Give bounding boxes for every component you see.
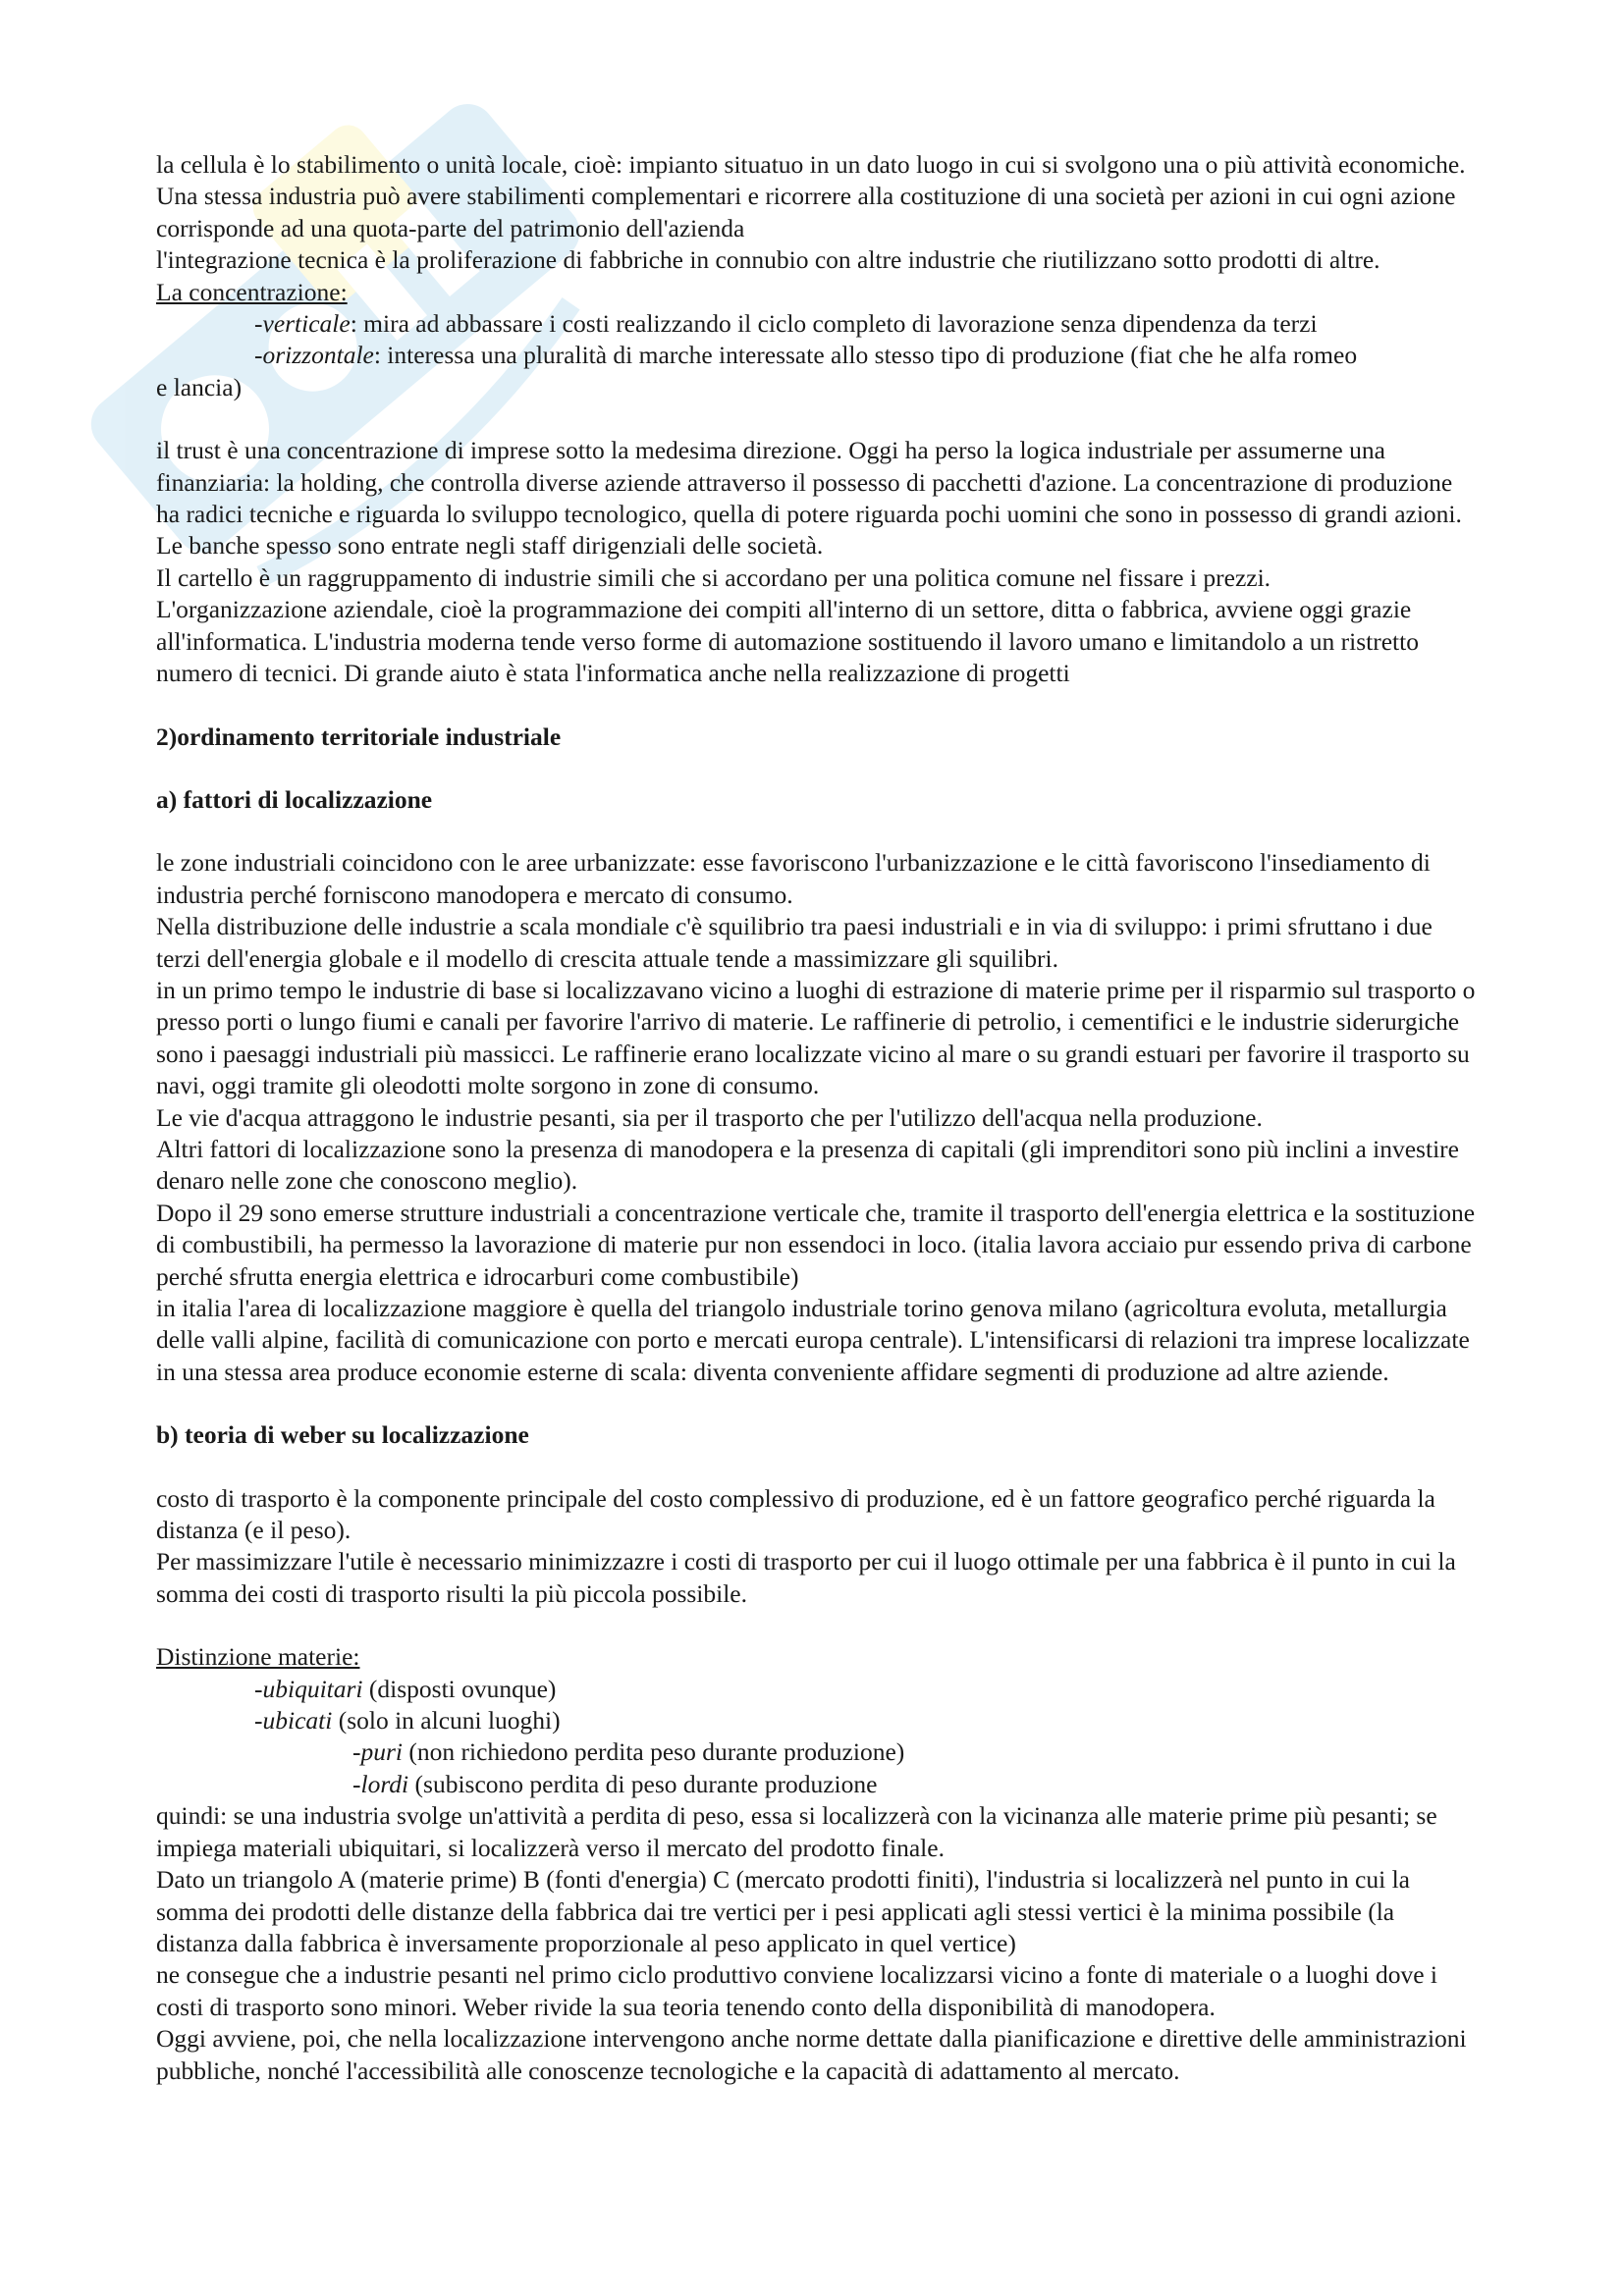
paragraph-italia: in italia l'area di localizzazione maggiore è quella del triangolo industriale torino genova milano (agricoltura evoluta, metallurgia delle valli alpine, facilità di comunicazione con porto e mercati europa centrale). L'intensificarsi di relazioni tra imprese localizzate in una stessa area produce economie esterne di scala: diventa conveniente affidare segmenti di produzione ad altre aziende. — [156, 1294, 1470, 1386]
paragraph-massimizzare: Per massimizzare l'utile è necessario minimizzazre i costi di trasporto per cui il luogo ottimale per una fabbrica è il punto in cui la somma dei costi di trasporto risulti la più piccola possibile. — [156, 1547, 1456, 1608]
list-item-ubiquitari — [156, 1674, 1477, 1705]
paragraph-oggi: Oggi avviene, poi, che nella localizzazione intervengono anche norme dettate dalla pianificazione e direttive delle amministrazioni pubbliche, nonché l'accessibilità alle conoscenze tecnologiche e la capacità di adattamento al mercato. — [156, 2024, 1467, 2085]
list-dash: - — [254, 1706, 263, 1735]
paragraph-organizzazione: L'organizzazione aziendale, cioè la programmazione dei compiti all'interno di un settore, ditta o fabbrica, avviene oggi grazie all'informatica. L'industria moderna tende verso forme di automazione sostituendo il lavoro umano e limitandolo a un ristretto numero di tecnici. Di grande aiuto è stata l'informatica anche nella realizzazione di progetti — [156, 595, 1419, 688]
distinzione-heading: Distinzione materie: — [156, 1642, 360, 1672]
intro-paragraph-integrazione: l'integrazione tecnica è la proliferazione di fabbriche in connubio con altre industrie che riutilizzano sotto prodotti di altre. — [156, 245, 1380, 275]
desc-ubicati: (solo in alcuni luoghi) — [332, 1706, 561, 1735]
paragraph-industrie-base: in un primo tempo le industrie di base si localizzavano vicino a luoghi di estrazione di materie prime per il risparmio sul trasporto o presso porti o lungo fiumi e canali per favorire l'arrivo di materie. Le raffinerie di petrolio, i cementifici e le industrie siderurgiche sono i paesaggi industriali più massicci. Le raffinerie erano localizzate vicino al mare o su grandi estuari per favorire il trasporto su navi, oggi tramite gli oleodotti molte sorgono in zone di consumo. — [156, 975, 1476, 1100]
desc-ubiquitari: (disposti ovunque) — [362, 1674, 557, 1703]
paragraph-vie-acqua: Le vie d'acqua attraggono le industrie pesanti, sia per il trasporto che per l'utilizzo dell'acqua nella produzione. — [156, 1102, 1263, 1132]
list-dash: - — [352, 1769, 361, 1798]
paragraph-costo-trasporto: costo di trasporto è la componente principale del costo complessivo di produzione, ed è un fattore geografico perché riguarda la distanza (e il peso). — [156, 1483, 1435, 1545]
list-dash: - — [254, 1674, 263, 1703]
term-ubicati: ubicati — [262, 1706, 333, 1735]
section-heading-fattori: a) fattori di localizzazione — [156, 784, 433, 814]
term-orizzontale: orizzontale — [262, 341, 374, 370]
section-heading-ordinamento: 2)ordinamento territoriale industriale — [156, 721, 562, 751]
desc-orizzontale: : interessa una pluralità di marche interessate allo stesso tipo di produzione (fiat che he alfa romeo — [373, 341, 1358, 370]
paragraph-trust: il trust è una concentrazione di imprese sotto la medesima direzione. Oggi ha perso la logica industriale per assumerne una finanziaria: la holding, che controlla diverse aziende attraverso il possesso di pacchetti d'azione. La concentrazione di produzione ha radici tecniche e riguarda lo sviluppo tecnologico, quella di potere riguarda pochi uomini che sono in possesso di grandi azioni. Le banche spesso sono entrate negli staff dirigenziali delle società. — [156, 436, 1462, 561]
list-dash: - — [254, 309, 263, 339]
desc-verticale: : mira ad abbassare i costi realizzando il ciclo completo di lavorazione senza dipendenza da terzi — [350, 309, 1318, 339]
term-puri: puri — [360, 1737, 404, 1767]
list-dash: - — [352, 1737, 361, 1767]
paragraph-triangolo: Dato un triangolo A (materie prime) B (fonti d'energia) C (mercato prodotti finiti), l'industria si localizzerà nel punto in cui la somma dei prodotti delle distanze della fabbrica dai tre vertici per i pesi applicati agli stessi vertici è la minima possibile (la distanza dalla fabbrica è inversamente proporzionale al peso applicato in quel vertice) — [156, 1865, 1410, 1957]
paragraph-altri-fattori: Altri fattori di localizzazione sono la presenza di manodopera e la presenza di capitali (gli imprenditori sono più inclini a investire denaro nelle zone che conoscono meglio). — [156, 1134, 1459, 1196]
term-lordi: lordi — [360, 1769, 409, 1798]
section-heading-weber: b) teoria di weber su localizzazione — [156, 1420, 529, 1450]
desc-puri: (non richiedono perdita peso durante produzione) — [403, 1737, 905, 1767]
list-item-puri — [156, 1736, 1477, 1768]
list-item-ubicati — [156, 1705, 1477, 1736]
paragraph-quindi: quindi: se una industria svolge un'attività a perdita di peso, essa si localizzerà con la vicinanza alle materie prime più pesanti; se impiega materiali ubiquitari, si localizzerà verso il mercato del prodotto finale. — [156, 1801, 1437, 1862]
list-item-orizzontale-cont: e lancia) — [156, 372, 243, 401]
list-item-verticale — [156, 308, 1477, 340]
paragraph-distribuzione: Nella distribuzione delle industrie a scala mondiale c'è squilibrio tra paesi industriali e in via di sviluppo: i primi sfruttano i due terzi dell'energia globale e il modello di crescita attuale tende a massimizzare gli squilibri. — [156, 912, 1433, 973]
list-item-lordi — [156, 1769, 1477, 1800]
document-page — [156, 149, 1477, 2087]
list-item-orizzontale — [156, 340, 1477, 371]
paragraph-dopo-29: Dopo il 29 sono emerse strutture industriali a concentrazione verticale che, tramite il trasporto dell'energia elettrica e la sostituzione di combustibili, ha permesso la lavorazione di materie pur non essendoci in loco. (italia lavora acciaio pur essendo priva di carbone perché sfrutta energia elettrica e idrocarburi come combustibile) — [156, 1198, 1476, 1291]
desc-lordi: (subiscono perdita di peso durante produzione — [408, 1769, 878, 1798]
intro-paragraph-cellula: la cellula è lo stabilimento o unità locale, cioè: impianto situatuo in un dato luogo in cui si svolgono una o più attività economiche. Una stessa industria può avere stabilimenti complementari e ricorrere alla costituzione di una società per azioni in cui ogni azione corrisponde ad una quota-parte del patrimonio dell'azienda — [156, 150, 1466, 242]
list-dash: - — [254, 341, 263, 370]
paragraph-consegue: ne consegue che a industrie pesanti nel primo ciclo produttivo conviene localizzarsi vicino a fonte di materiale o a luoghi dove i costi di trasporto sono minori. Weber rivide la sua teoria tenendo conto della disponibilità di manodopera. — [156, 1960, 1438, 2021]
paragraph-cartello: Il cartello è un raggruppamento di industrie simili che si accordano per una politica comune nel fissare i prezzi. — [156, 562, 1271, 592]
concentrazione-heading: La concentrazione: — [156, 277, 348, 306]
term-ubiquitari: ubiquitari — [262, 1674, 363, 1703]
term-verticale: verticale — [262, 309, 351, 339]
paragraph-zone-industriali: le zone industriali coincidono con le aree urbanizzate: esse favoriscono l'urbanizzazione e le città favoriscono l'insediamento di industria perché forniscono manodopera e mercato di consumo. — [156, 848, 1431, 909]
